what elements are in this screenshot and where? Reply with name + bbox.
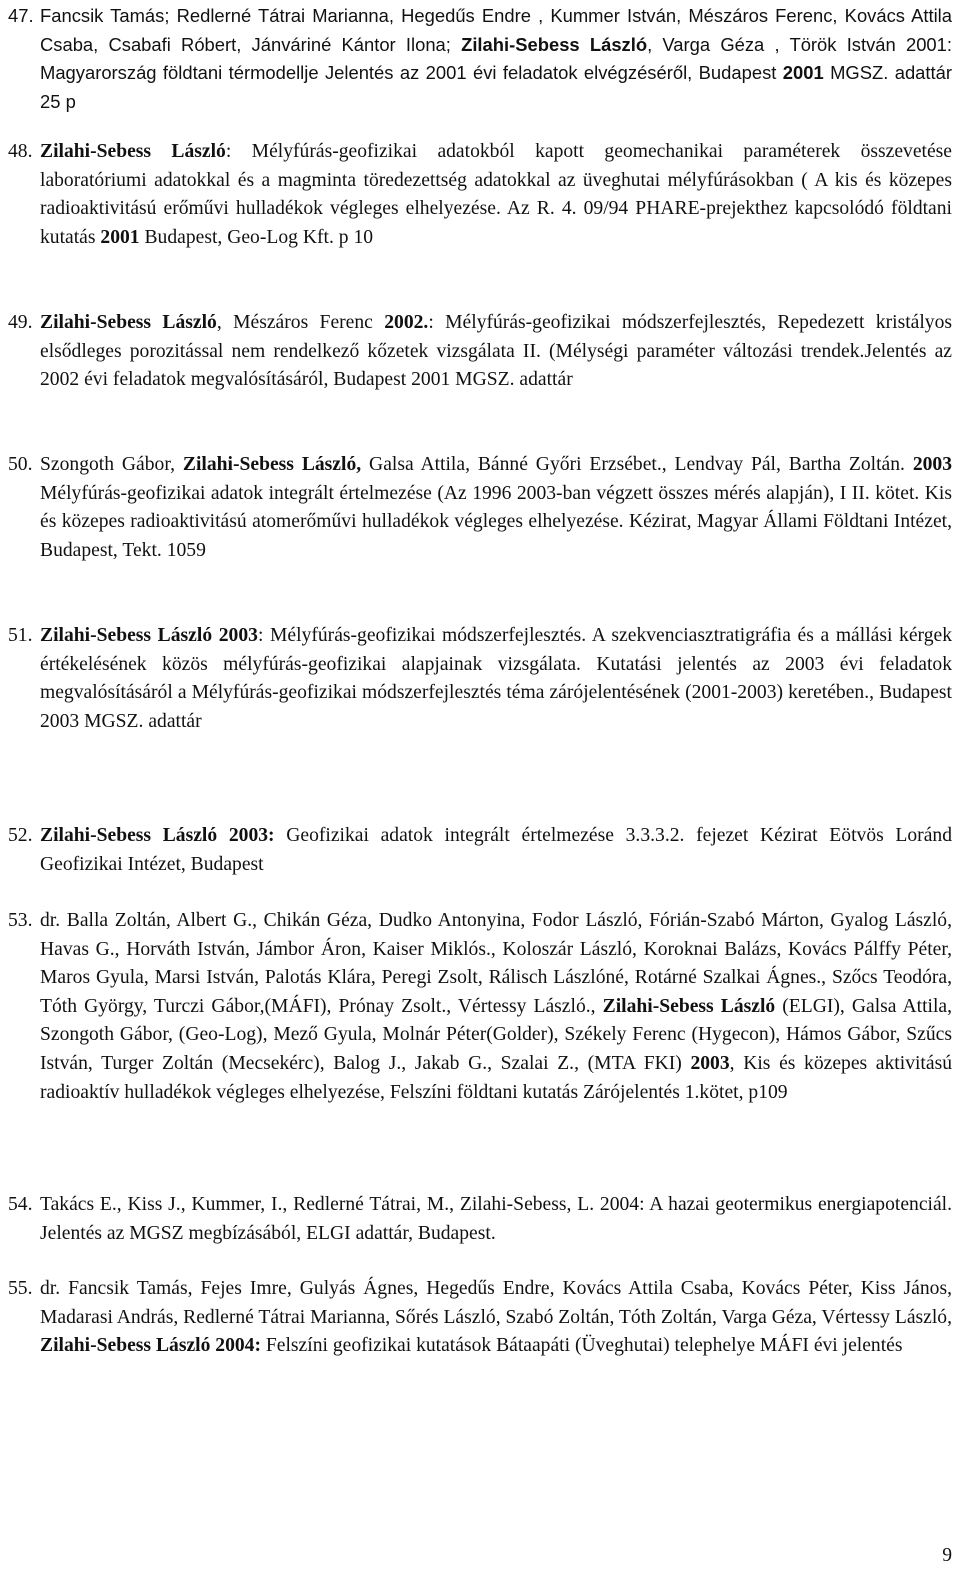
entry-number: 53. [8,910,33,931]
text-run: Felszíni geofizikai kutatások Bátaapáti (Üveghutai) telephelye MÁFI évi jelentés [261,1335,903,1357]
entry-number: 55. [8,1278,33,1299]
text-run: Galsa Attila, Bánné Győri Erzsébet., Lendvay Pál, Bartha Zoltán. [361,454,913,475]
text-run: dr. Fancsik Tamás, Fejes Imre, Gulyás Ágnes, Hegedűs Endre, Kovács Attila Csaba, Kovács Péter, Kiss János, Madarasi András, Redlerné Tátrai Marianna, Sőrés László, Szabó Zoltán, Tóth Zoltán, Varga Géza, Vértessy László, [40,1278,952,1328]
year-highlight: 2002. [384,312,429,333]
entry-text [40,451,952,565]
year-highlight: 2001 [100,226,140,248]
author-highlight: Zilahi-Sebess László [40,141,226,162]
entry-number: 47. [8,5,34,26]
entry-number: 52. [8,825,33,846]
text-run: Fancsik Tamás; Redlerné Tátrai Marianna, Hegedűs Endre , Kummer István, Mészáros Ferenc, Kovács Attila Csaba, Csabafi Róbert, Jánváriné Kántor Ilona; [40,5,952,55]
text-run: (ELGI), Galsa Attila, Szongoth Gábor, (Geo-Log), Mező Gyula, Molnár Péter(Golder), Székely Ferenc (Hygecon), Hámos Gábor, Szűcs István, Turger Zoltán (Mecsekérc), Balog J., Jakab G., Szalai Z., (MTA FKI) [40,995,953,1074]
text-run: Szongoth Gábor, [40,454,183,475]
year-highlight: 2003 [690,1052,730,1074]
entry-number: 51. [8,625,33,646]
entry-text [40,622,952,736]
author-highlight: Zilahi-Sebess László [40,625,213,646]
reference-entry-48 [8,138,952,252]
text-run: Takács E., Kiss J., Kummer, I., Redlerné Tátrai, M., Zilahi-Sebess, L. 2004: A hazai geotermikus energiapotenciál. Jelentés az MGSZ megbízásából, ELGI adattár, Budapest. [40,1194,952,1244]
entry-text [40,822,952,879]
text-run: , Varga Géza , Török István 2001: Magyarország földtani térmodellje Jelentés az 2001 évi feladatok elvégzéséről, Budapest [40,33,952,84]
reference-entry-52 [8,822,952,879]
reference-entry-53 [8,907,952,1107]
text-run: Mélyfúrás-geofizikai adatok integrált értelmezése (Az 1996 2003-ban végzett összes mérés alapján), I II. kötet. Kis és közepes radioaktivitású atomerőművi hulladékok végleges elhelyezése. Kézirat, Magyar Állami Földtani Intézet, Budapest, Tekt. 1059 [40,482,952,561]
entry-text [40,907,952,1107]
author-highlight: Zilahi-Sebess László [602,995,776,1017]
reference-entry-54 [8,1191,952,1248]
text-run: : Mélyfúrás-geofizikai módszerfejlesztés, Repedezett kristályos elsődleges porozitással nem rendelkező kőzetek vizsgálata II. (Mélységi paraméter változási trendek.Jelentés az 2002 évi feladatok megvalósításáról, Budapest 2001 MGSZ. adattár [40,312,952,391]
page-number: 9 [942,1545,952,1566]
year-highlight: 2003 [218,625,258,646]
reference-entry-47 [8,2,952,116]
text-run: Budapest, Geo-Log Kft. p 10 [139,226,374,248]
author-highlight: Zilahi-Sebess László 2003: [40,825,275,846]
entry-text [40,138,952,252]
text-run: Geofizikai adatok integrált értelmezése 3.3.3.2. fejezet Kézirat Eötvös Loránd Geofizikai Intézet, Budapest [40,825,952,875]
text-run: dr. Balla Zoltán, Albert G., Chikán Géza, Dudko Antonyina, Fodor László, Fórián-Szabó Márton, Gyalog László, Havas G., Horváth István, Jámbor Áron, Kaiser Miklós., Koloszár László, Koroknai Balázs, Kovács Pálffy Péter, Maros Gyula, Marsi István, Palotás Klára, Peregi Zsolt, Rálisch Lászlóné, Rotárné Szalkai Ágnes., Szőcs Teodóra, Tóth György, Turczi Gábor,(MÁFI), Prónay Zsolt., Vértessy László., [40,910,952,1017]
author-highlight: Zilahi-Sebess László [40,312,217,333]
entry-number: 49. [8,312,33,333]
entry-text [40,1191,952,1248]
author-highlight: Zilahi-Sebess László [461,33,648,55]
entry-text [40,1275,952,1361]
reference-entry-55 [8,1275,952,1361]
year-highlight: 2003 [912,454,952,475]
reference-entry-49 [8,309,952,395]
entry-text [40,2,952,116]
reference-entry-50 [8,451,952,565]
author-highlight: Zilahi-Sebess László, [182,454,362,475]
author-highlight: Zilahi-Sebess László 2004: [40,1335,261,1357]
text-run [212,625,219,646]
text-run: : Mélyfúrás-geofizikai adatokból kapott geomechanikai paraméterek összevetése laboratóriumi adatokkal és a magminta töredezettség adatokkal az üveghutai mélyfúrásokban ( A kis és közepes radioaktivitású erőművi hulladékok végleges elhelyezése. Az R. 4. 09/94 PHARE-prejekthez kapcsolódó földtani kutatás [40,141,952,248]
entry-number: 54. [8,1194,33,1215]
year-highlight: 2001 [782,62,824,84]
text-run: MGSZ. adattár 25 p [40,62,952,112]
reference-entry-51 [8,622,952,736]
text-run: : Mélyfúrás-geofizikai módszerfejlesztés. A szekvenciasztratigráfia és a mállási kérgek értékelésének közös mélyfúrás-geofizikai alapjainak vizsgálata. Kutatási jelentés az 2003 évi feladatok megvalósításáról a Mélyfúrás-geofizikai módszerfejlesztés téma zárójelentésének (2001-2003) keretében., Budapest 2003 MGSZ. adattár [40,625,952,732]
entry-number: 48. [8,141,33,162]
entry-number: 50. [8,454,33,475]
entry-text [40,309,952,395]
text-run: , Mészáros Ferenc [216,312,385,333]
text-run: , Kis és közepes aktivitású radioaktív hulladékok végleges elhelyezése, Felszíni földtani kutatás Zárójelentés 1.kötet, p109 [40,1052,952,1103]
